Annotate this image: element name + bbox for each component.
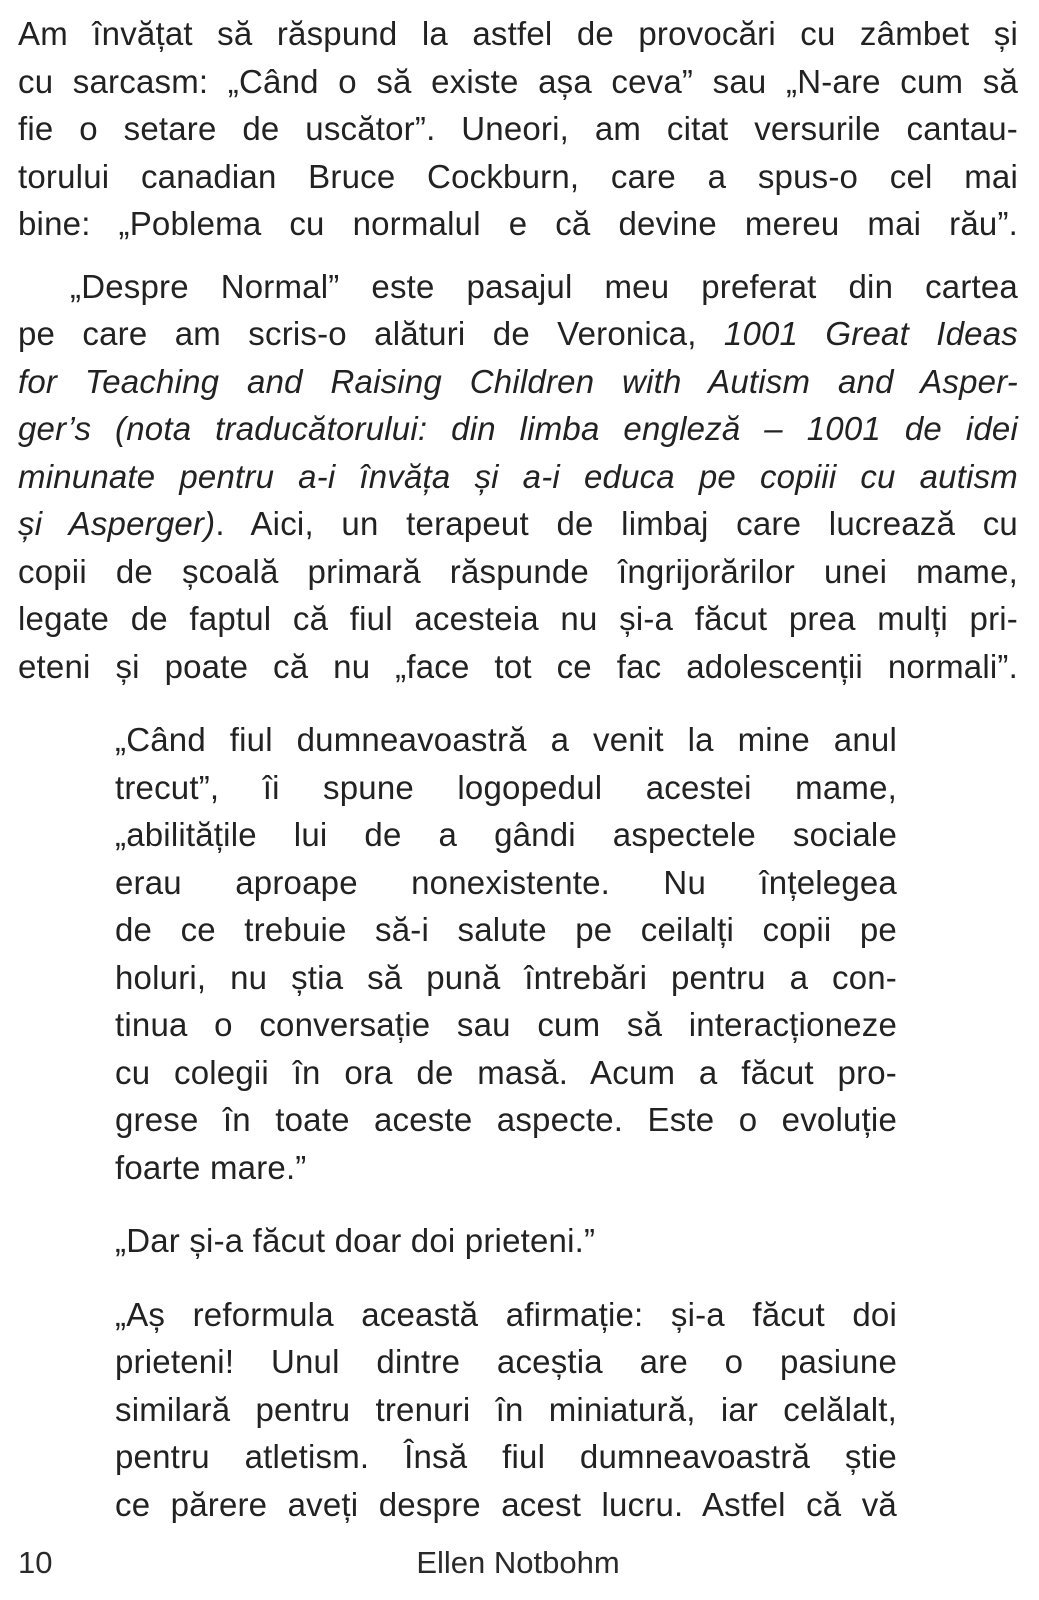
text-segment: „Aș reformula această afirmație: și-a făcut doi (115, 1295, 897, 1333)
text-line (115, 811, 897, 859)
text-segment: tinua o conversație sau cum să interacționeze (115, 1006, 897, 1043)
text-line (18, 595, 1018, 643)
text-line (18, 405, 1018, 453)
text-line (18, 58, 1018, 106)
text-segment: . Aici, un terapeut de limbaj care lucrează cu (215, 505, 1018, 542)
paragraph-opening (18, 10, 1018, 248)
text-line (18, 263, 1018, 311)
text-line (115, 1217, 897, 1265)
text-segment: cu colegii în ora de masă. Acum a făcut pro- (115, 1053, 897, 1091)
text-segment: pentru atletism. Însă fiul dumneavoastră știe (115, 1438, 897, 1475)
text-segment: bine: „Poblema cu normalul e că devine mereu mai rău”. (18, 205, 1018, 242)
text-segment: holuri, nu știa să pună întrebări pentru a con- (115, 958, 897, 996)
text-segment: „Când fiul dumneavoastră a venit la mine anul (115, 721, 897, 758)
text-line (115, 1481, 897, 1529)
text-segment: eteni și poate că nu „face tot ce fac adolescenții normali”. (18, 647, 1018, 685)
text-line (115, 1144, 897, 1192)
text-segment: pe care am scris-o alături de Veronica, (18, 315, 724, 352)
text-segment: similară pentru trenuri în miniatură, iar celălalt, (115, 1390, 897, 1428)
page-footer (18, 1543, 1018, 1583)
text-segment: fie o setare de uscător”. Uneori, am citat versurile cantau- (18, 110, 1018, 147)
text-line (18, 105, 1018, 153)
text-line (115, 954, 897, 1002)
text-line (18, 310, 1018, 358)
text-line (18, 200, 1018, 248)
text-segment: cu sarcasm: „Când o să existe așa ceva” sau „N-are cum să (18, 62, 1018, 100)
text-line (18, 643, 1018, 691)
text-line (18, 153, 1018, 201)
text-segment: grese în toate aceste aspecte. Este o evoluție (115, 1101, 897, 1138)
text-segment: foarte mare.” (115, 1148, 307, 1186)
text-segment: Am învățat să răspund la astfel de provocări cu zâmbet și (18, 15, 1018, 52)
text-segment: „Dar și-a făcut doar doi prieteni.” (115, 1222, 596, 1259)
text-segment: erau aproape nonexistente. Nu înțelegea (115, 863, 897, 901)
text-line (115, 1291, 897, 1339)
text-segment: „Despre Normal” este pasajul meu preferat din cartea (70, 267, 1018, 305)
text-line (115, 859, 897, 907)
text-line (115, 1338, 897, 1386)
text-line (115, 1386, 897, 1434)
italic-text-segment: și Asperger) (18, 505, 216, 542)
italic-text-segment: minunate pentru a-i învăța și a-i educa pe copiii cu autism (18, 457, 1018, 495)
text-segment: torului canadian Bruce Cockburn, care a spus-o cel mai (18, 157, 1018, 195)
quote-logoped (115, 716, 897, 1191)
text-segment: copii de școală primară răspunde îngrijorărilor unei mame, (18, 552, 1018, 590)
text-line (18, 453, 1018, 501)
quote-mama (115, 1217, 897, 1265)
text-line (115, 1049, 897, 1097)
italic-text-segment: for Teaching and Raising Children with Autism and Asper- (18, 362, 1018, 400)
text-line (18, 500, 1018, 548)
paragraph-despre-normal (18, 263, 1018, 691)
italic-text-segment: ger’s (nota traducătorului: din limba engleză – 1001 de idei (18, 410, 1018, 447)
text-line (115, 906, 897, 954)
running-footer-author: Ellen Notbohm (416, 1545, 620, 1580)
text-line (18, 358, 1018, 406)
text-line (115, 764, 897, 812)
text-line (115, 1433, 897, 1481)
text-segment: ce părere aveți despre acest lucru. Astfel că vă (115, 1485, 897, 1523)
text-line (115, 716, 897, 764)
text-segment: legate de faptul că fiul acesteia nu și-a făcut prea mulți pri- (18, 600, 1018, 637)
text-line (18, 10, 1018, 58)
text-segment: de ce trebuie să-i salute pe ceilalți copii pe (115, 911, 897, 948)
text-segment: trecut”, îi spune logopedul acestei mame, (115, 768, 897, 806)
text-line (115, 1096, 897, 1144)
page-text-column (18, 10, 1018, 1528)
page-number: 10 (18, 1545, 53, 1580)
text-line (18, 548, 1018, 596)
italic-text-segment: 1001 Great Ideas (723, 315, 1018, 352)
text-segment: „abilitățile lui de a gândi aspectele sociale (115, 816, 897, 853)
text-segment: prieteni! Unul dintre aceștia are o pasiune (115, 1343, 897, 1380)
text-line (115, 1001, 897, 1049)
quote-reformulare (115, 1291, 897, 1529)
